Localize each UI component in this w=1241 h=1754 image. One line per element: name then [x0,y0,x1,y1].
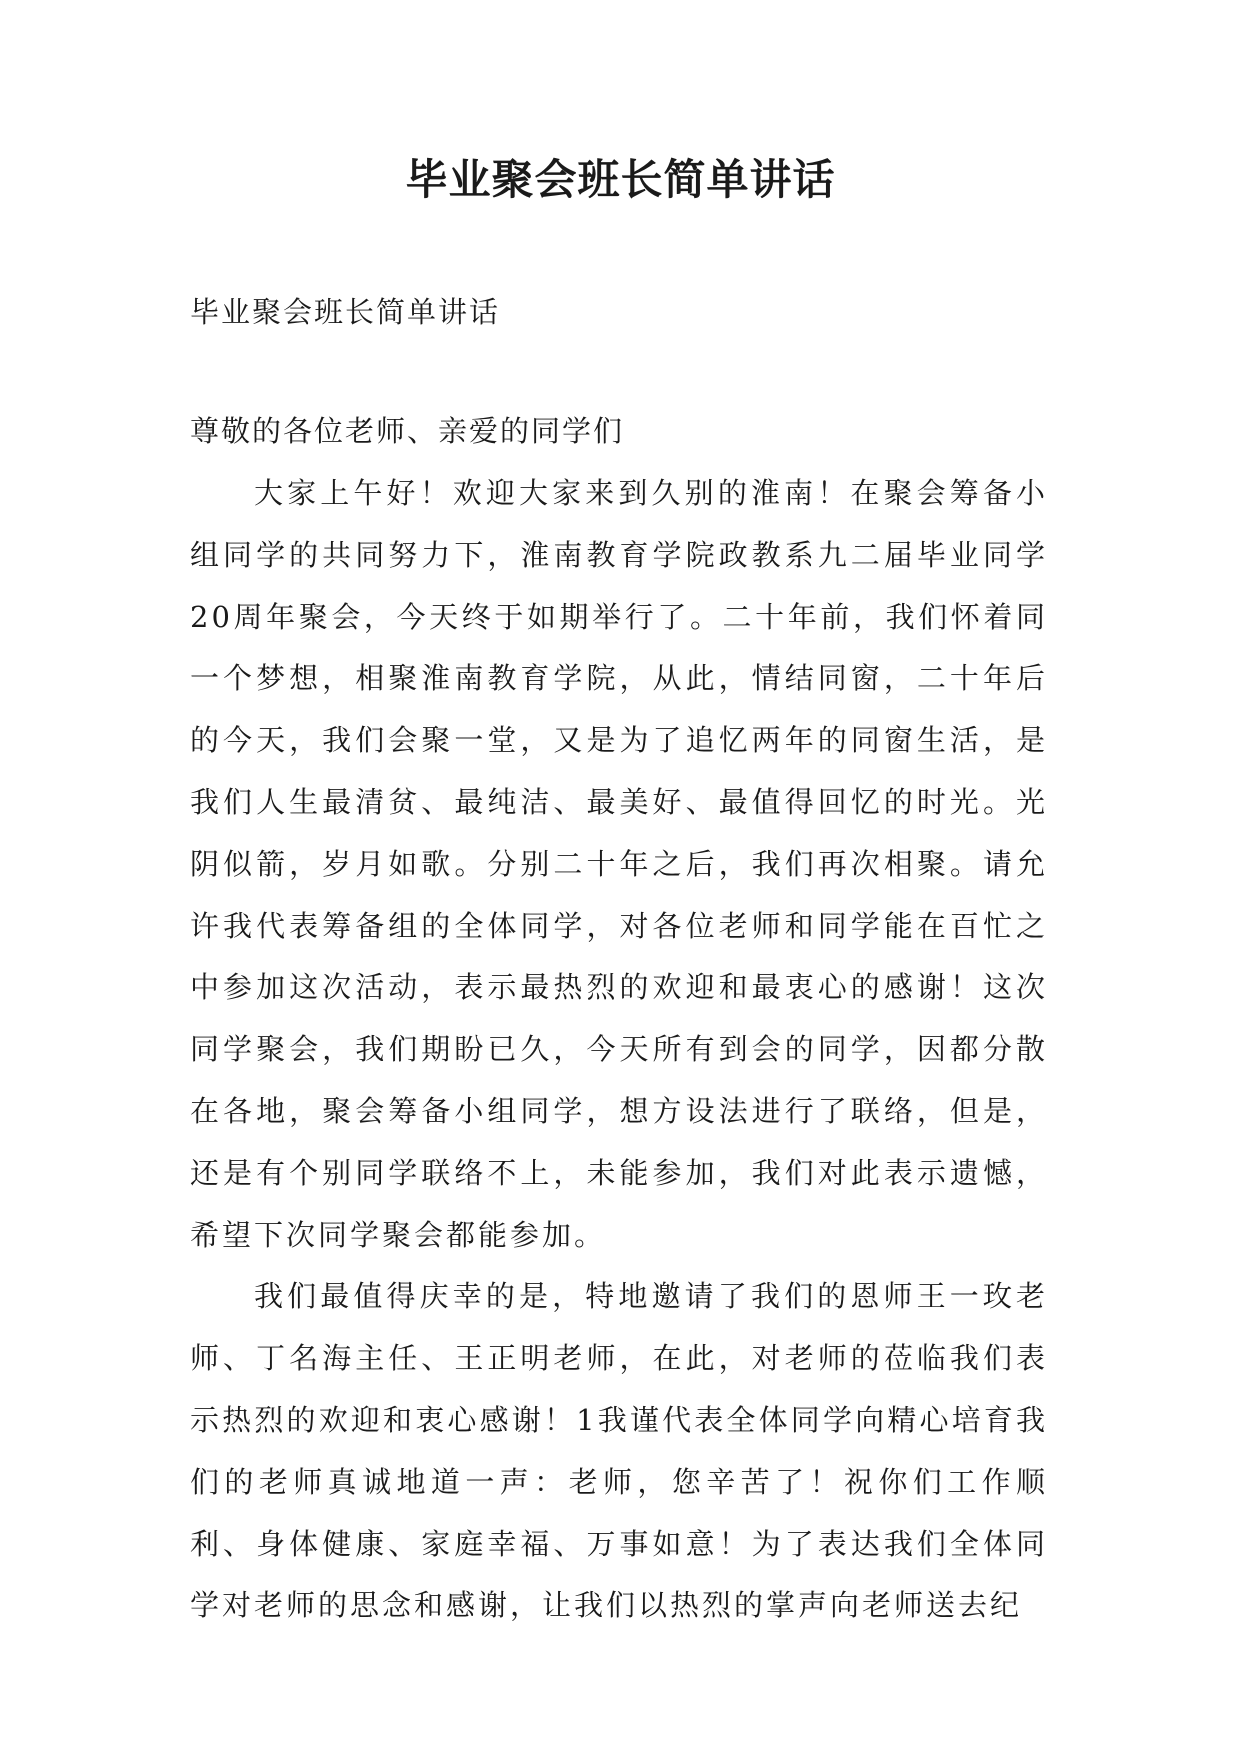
document-subtitle: 毕业聚会班长简单讲话 [190,295,501,329]
paragraph-teachers: 我们最值得庆幸的是，特地邀请了我们的恩师王一玫老师、丁名海主任、王正明老师，在此，对老师的莅临我们表示热烈的欢迎和衷心感谢！1我谨代表全体同学向精心培育我们的老师真诚地道一声：老师，您辛苦了！祝你们工作顺利、身体健康、家庭幸福、万事如意！为了表达我们全体同学对老师的思念和感谢，让我们以热烈的掌声向老师送去纪 [190,1279,1048,1623]
document-body [190,463,1048,1637]
paragraph-welcome: 大家上午好！欢迎大家来到久别的淮南！在聚会筹备小组同学的共同努力下，淮南教育学院政教系九二届毕业同学20周年聚会，今天终于如期举行了。二十年前，我们怀着同一个梦想，相聚淮南教育学院，从此，情结同窗，二十年后的今天，我们会聚一堂，又是为了追忆两年的同窗生活，是我们人生最清贫、最纯洁、最美好、最值得回忆的时光。光阴似箭，岁月如歌。分别二十年之后，我们再次相聚。请允许我代表筹备组的全体同学，对各位老师和同学能在百忙之中参加这次活动，表示最热烈的欢迎和最衷心的感谢！这次同学聚会，我们期盼已久，今天所有到会的同学，因都分散在各地，聚会筹备小组同学，想方设法进行了联络，但是，还是有个别同学联络不上，未能参加，我们对此表示遗憾，希望下次同学聚会都能参加。 [190,476,1048,1252]
document-title: 毕业聚会班长简单讲话 [405,155,836,204]
salutation: 尊敬的各位老师、亲爱的同学们 [190,414,625,448]
